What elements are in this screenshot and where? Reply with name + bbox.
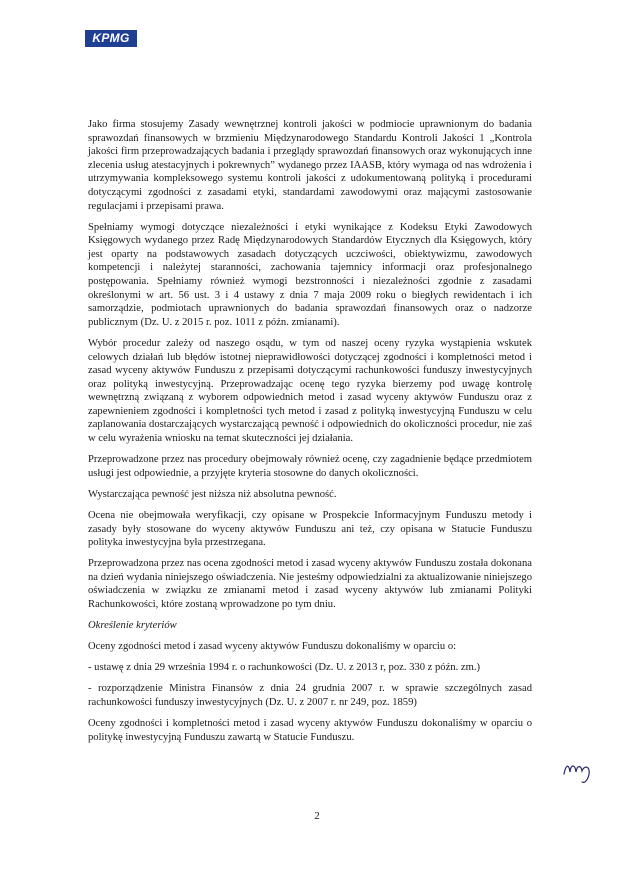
list-item-rozporzadzenie: - rozporządzenie Ministra Finansów z dnia 24 grudnia 2007 r. w sprawie szczególnych zasad rachunkowości funduszy inwestycyjnych (Dz. U. z 2007 r. nr 249, poz. 1859) bbox=[88, 683, 532, 708]
paragraph-kryteria-polityka: Oceny zgodności i kompletności metod i zasad wyceny aktywów Funduszu dokonaliśmy w oparciu o politykę inwestycyjną Funduszu zawartą w Statucie Funduszu. bbox=[88, 718, 532, 743]
section-heading-kryteria: Określenie kryteriów bbox=[88, 620, 177, 632]
paragraph-procedury: Przeprowadzone przez nas procedury obejmowały również ocenę, czy zagadnienie będące przedmiotem usługi jest odpowiednie, a przyjęte kryteria stosowne do danych okoliczności. bbox=[88, 454, 532, 479]
paragraph-wybor-procedur: Wybór procedur zależy od naszego osądu, w tym od naszej oceny ryzyka wystąpienia wskutek celowych działań lub błędów istotnej nieprawidłowości dotyczącej zgodności i kompletności metod i zasad wyceny aktywów Funduszu z przepisami dotyczącymi rachunkowości funduszy inwestycyjnych oraz polityką inwestycyjną. Przeprowadzając ocenę tego ryzyka bierzemy pod uwagę kontrolę wewnętrzną związaną z wyborem odpowiednich metod i zasad wyceny aktywów Funduszu oraz z zapewnieniem zgodności i kompletności tych metod i zasad z polityką inwestycyjną Funduszu w celu zaplanowania dostarczających wystarczającą pewność i odpowiednich do okoliczności procedur, nie zaś w celu wyrażenia wniosku na temat skuteczności jej działania. bbox=[88, 337, 532, 445]
kpmg-logo bbox=[85, 30, 137, 47]
paragraph-kryteria-intro: Oceny zgodności metod i zasad wyceny aktywów Funduszu dokonaliśmy w oparciu o: bbox=[88, 641, 457, 653]
paragraph-weryfikacja: Ocena nie obejmowała weryfikacji, czy opisane w Prospekcie Informacyjnym Funduszu metody i zasady były stosowane do wyceny aktywów Funduszu ani też, czy opisana w Statucie Funduszu polityka inwestycyjna była przestrzegana. bbox=[88, 509, 532, 549]
paragraph-kontrola-jakosci: Jako firma stosujemy Zasady wewnętrznej kontroli jakości w podmiocie uprawnionym do badania sprawozdań finansowych w brzmieniu Międzynarodowego Standardu Kontroli Jakości 1 „Kontrola jakości firm przeprowadzających badania i przeglądy sprawozdań finansowych oraz wykonujących inne zlecenia usług atestacyjnych i pokrewnych” wydanego przez IAASB, który wymaga od nas wdrożenia i utrzymywania kompleksowego systemu kontroli jakości z udokumentowaną polityką i procedurami dotyczącymi zgodności z zasadami etyki, standardami zawodowymi oraz mającymi zastosowanie regulacjami i przepisami prawa. bbox=[88, 119, 532, 212]
paragraph-ocena-zgodnosci: Przeprowadzona przez nas ocena zgodności metod i zasad wyceny aktywów Funduszu została dokonana na dzień wydania niniejszego oświadczenia. Nie jesteśmy odpowiedzialni za aktualizowanie niniejszego oświadczenia w związku ze zmianami metod i zasad wyceny aktywów lub zmianami Polityki Rachunkowości, które zostaną wprowadzone po tym dniu. bbox=[88, 558, 532, 610]
handwritten-initials bbox=[562, 752, 606, 786]
list-item-ustawa: - ustawę z dnia 29 września 1994 r. o rachunkowości (Dz. U. z 2013 r, poz. 330 z późn. zm.) bbox=[88, 662, 481, 674]
logo-text: KPMG bbox=[92, 31, 130, 45]
page-number: 2 bbox=[314, 810, 320, 822]
paragraph-pewnosc: Wystarczająca pewność jest niższa niż absolutna pewność. bbox=[88, 488, 337, 500]
paragraph-niezaleznosc: Spełniamy wymogi dotyczące niezależności i etyki wynikające z Kodeksu Etyki Zawodowych Księgowych wydanego przez Radę Międzynarodowych Standardów Etycznych dla Księgowych, który jest oparty na podstawowych zasadach dotyczących uczciwości, obiektywizmu, zawodowych kompetencji i należytej staranności, zachowania tajemnicy informacji oraz profesjonalnego postępowania. Spełniamy również wymogi bezstronności i niezależności zgodnie z zasadami określonymi w art. 56 ust. 3 i 4 ustawy z dnia 7 maja 2009 roku o biegłych rewidentach i ich samorządzie, podmiotach uprawnionych do badania sprawozdań finansowych oraz o nadzorze publicznym (Dz. U. z 2015 r. poz. 1011 z późn. zmianami). bbox=[88, 221, 532, 328]
document-body bbox=[88, 118, 532, 752]
